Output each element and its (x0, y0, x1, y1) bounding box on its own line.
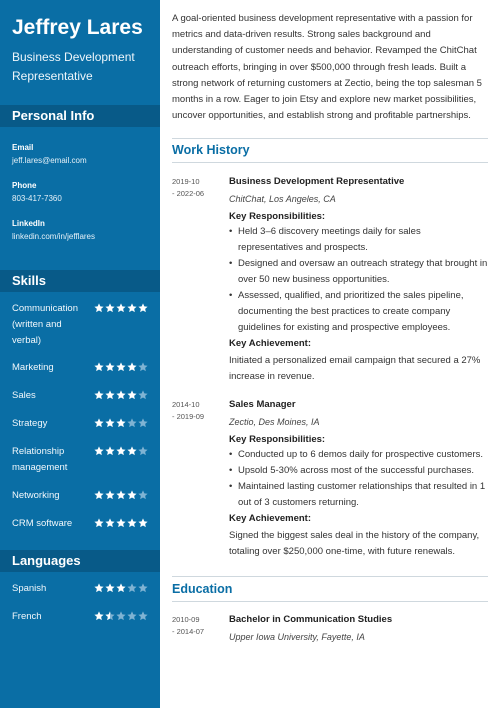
personal-info-heading: Personal Info (0, 105, 160, 127)
email-label: Email (12, 143, 34, 152)
star-icon (94, 303, 104, 313)
education-entry (172, 614, 488, 643)
star-icon (127, 303, 137, 313)
phone-value[interactable]: 803-417-7360 (12, 194, 62, 203)
education-list (172, 614, 488, 643)
language-rating (94, 609, 148, 621)
skill-rating (94, 488, 148, 500)
responsibility-item: • Assessed, qualified, and prioritized the sales pipeline, documenting the best practices to create company guidelines for existing and prospective employees. (229, 288, 488, 336)
star-icon (116, 446, 126, 456)
language-row (0, 609, 160, 637)
star-icon (94, 518, 104, 528)
job-title: Business Development Representative (229, 176, 405, 188)
star-icon (127, 583, 137, 593)
job-company: ChitChat, Los Angeles, CA (229, 194, 336, 205)
language-row (0, 581, 160, 609)
main-content (172, 0, 488, 643)
star-icon (94, 490, 104, 500)
skills-list (0, 301, 160, 552)
star-icon (138, 583, 148, 593)
star-icon (105, 518, 115, 528)
summary: A goal-oriented business development representative with a passion for metrics and data-driven results. Strong sales background and understanding of customer needs and behavior. Revamped the ChitChat outreach efforts, bringing in over $500,000 through fresh leads. Built a strong network of returning customers at Zectio, being the top salesman 5 months in a row. Eager to join Etsy and explore new market possibilities, uncover opportunities, and establish strong and profitable partnerships. (172, 13, 482, 122)
phone-label: Phone (12, 181, 37, 190)
skill-row (0, 360, 160, 388)
sidebar (0, 0, 160, 708)
work-history-list (172, 176, 488, 560)
skill-row (0, 444, 160, 488)
linkedin-value[interactable]: linkedin.com/in/jefflares (12, 232, 96, 241)
star-icon (105, 446, 115, 456)
job-dates (172, 399, 229, 560)
education-dates (172, 614, 229, 643)
star-icon (127, 490, 137, 500)
responsibility-item: • Designed and oversaw an outreach strategy that brought in over 50 new business opportunities. (229, 256, 488, 288)
star-icon (116, 303, 126, 313)
star-icon (127, 446, 137, 456)
star-icon (138, 390, 148, 400)
achievement-label: Key Achievement: (229, 338, 312, 350)
skills-heading: Skills (0, 270, 160, 292)
star-icon (138, 418, 148, 428)
star-icon (127, 418, 137, 428)
language-name: Spanish (12, 583, 47, 594)
skill-rating (94, 388, 148, 400)
job-entry (172, 176, 488, 385)
skill-rating (94, 416, 148, 428)
star-icon (94, 446, 104, 456)
job-body (229, 176, 488, 385)
star-icon (138, 446, 148, 456)
responsibility-item: • Maintained lasting customer relationships that resulted in 1 out of 3 customers returning. (229, 479, 488, 511)
responsibilities-label: Key Responsibilities: (229, 434, 326, 446)
star-icon (138, 490, 148, 500)
section-divider (172, 601, 488, 602)
skill-row (0, 416, 160, 444)
job-dates (172, 176, 229, 385)
languages-list (0, 581, 160, 637)
star-icon (94, 418, 104, 428)
skill-name: Sales (12, 390, 36, 401)
star-icon (138, 518, 148, 528)
achievement-text: Initiated a personalized email campaign that secured a 27% increase in revenue. (229, 355, 481, 383)
star-icon (127, 362, 137, 372)
skill-row (0, 488, 160, 516)
language-name: French (12, 611, 42, 622)
star-icon (116, 418, 126, 428)
star-icon (138, 303, 148, 313)
education-degree: Bachelor in Communication Studies (229, 614, 393, 626)
education-heading: Education (172, 582, 233, 597)
skill-name: Strategy (12, 418, 48, 429)
education-school: Upper Iowa University, Fayette, IA (229, 632, 365, 643)
star-icon (105, 303, 115, 313)
star-icon (116, 611, 126, 621)
responsibilities-list (229, 224, 488, 336)
achievement-text: Signed the biggest sales deal in the history of the company, totaling over $250,000 one-time, with future renewals. (229, 530, 480, 558)
star-icon (105, 583, 115, 593)
skill-name: Networking (12, 490, 60, 501)
star-icon (116, 583, 126, 593)
star-icon (105, 611, 115, 621)
star-icon (116, 490, 126, 500)
email-value[interactable]: jeff.lares@email.com (12, 156, 87, 165)
star-icon (94, 583, 104, 593)
education-date-start: 2010-09 (172, 615, 200, 625)
responsibilities-list (229, 447, 488, 511)
skill-name: Marketing (12, 362, 54, 373)
job-date-end: - 2022-06 (172, 189, 205, 199)
job-entry (172, 399, 488, 560)
job-body (229, 399, 488, 560)
candidate-name: Jeffrey Lares (12, 16, 143, 39)
section-divider (172, 576, 488, 577)
skill-rating (94, 444, 148, 456)
section-divider (172, 138, 488, 139)
responsibilities-label: Key Responsibilities: (229, 211, 326, 223)
skill-row (0, 301, 160, 360)
language-rating (94, 581, 148, 593)
star-icon (138, 611, 148, 621)
job-company: Zectio, Des Moines, IA (229, 417, 320, 428)
education-date-end: - 2014-07 (172, 627, 205, 637)
skill-rating (94, 516, 148, 528)
linkedin-label: LinkedIn (12, 219, 45, 228)
skill-rating (94, 360, 148, 372)
star-icon (127, 518, 137, 528)
education-body (229, 614, 488, 643)
responsibility-item: • Upsold 5-30% across most of the successful purchases. (229, 463, 488, 479)
job-date-end: - 2019-09 (172, 412, 205, 422)
star-icon (116, 390, 126, 400)
star-icon (94, 611, 104, 621)
star-icon (127, 611, 137, 621)
star-icon (138, 362, 148, 372)
responsibility-item: • Conducted up to 6 demos daily for prospective customers. (229, 447, 488, 463)
languages-heading: Languages (0, 550, 160, 572)
skill-row (0, 516, 160, 552)
skill-rating (94, 301, 148, 313)
job-date-start: 2014-10 (172, 400, 200, 410)
star-icon (94, 362, 104, 372)
skill-name: Communication (written and verbal) (12, 303, 78, 346)
skill-row (0, 388, 160, 416)
star-icon (105, 362, 115, 372)
star-icon (105, 390, 115, 400)
star-icon (127, 390, 137, 400)
star-icon (116, 362, 126, 372)
job-date-start: 2019-10 (172, 177, 200, 187)
star-icon (94, 390, 104, 400)
skill-name: Relationship management (12, 446, 68, 473)
candidate-title: Business Development Representative (12, 50, 135, 83)
job-title: Sales Manager (229, 399, 296, 411)
responsibility-item: • Held 3–6 discovery meetings daily for sales representatives and prospects. (229, 224, 488, 256)
star-icon (116, 518, 126, 528)
star-icon (105, 418, 115, 428)
skill-name: CRM software (12, 518, 73, 529)
star-icon (105, 490, 115, 500)
work-history-heading: Work History (172, 143, 250, 158)
achievement-label: Key Achievement: (229, 513, 312, 525)
section-divider (172, 162, 488, 163)
